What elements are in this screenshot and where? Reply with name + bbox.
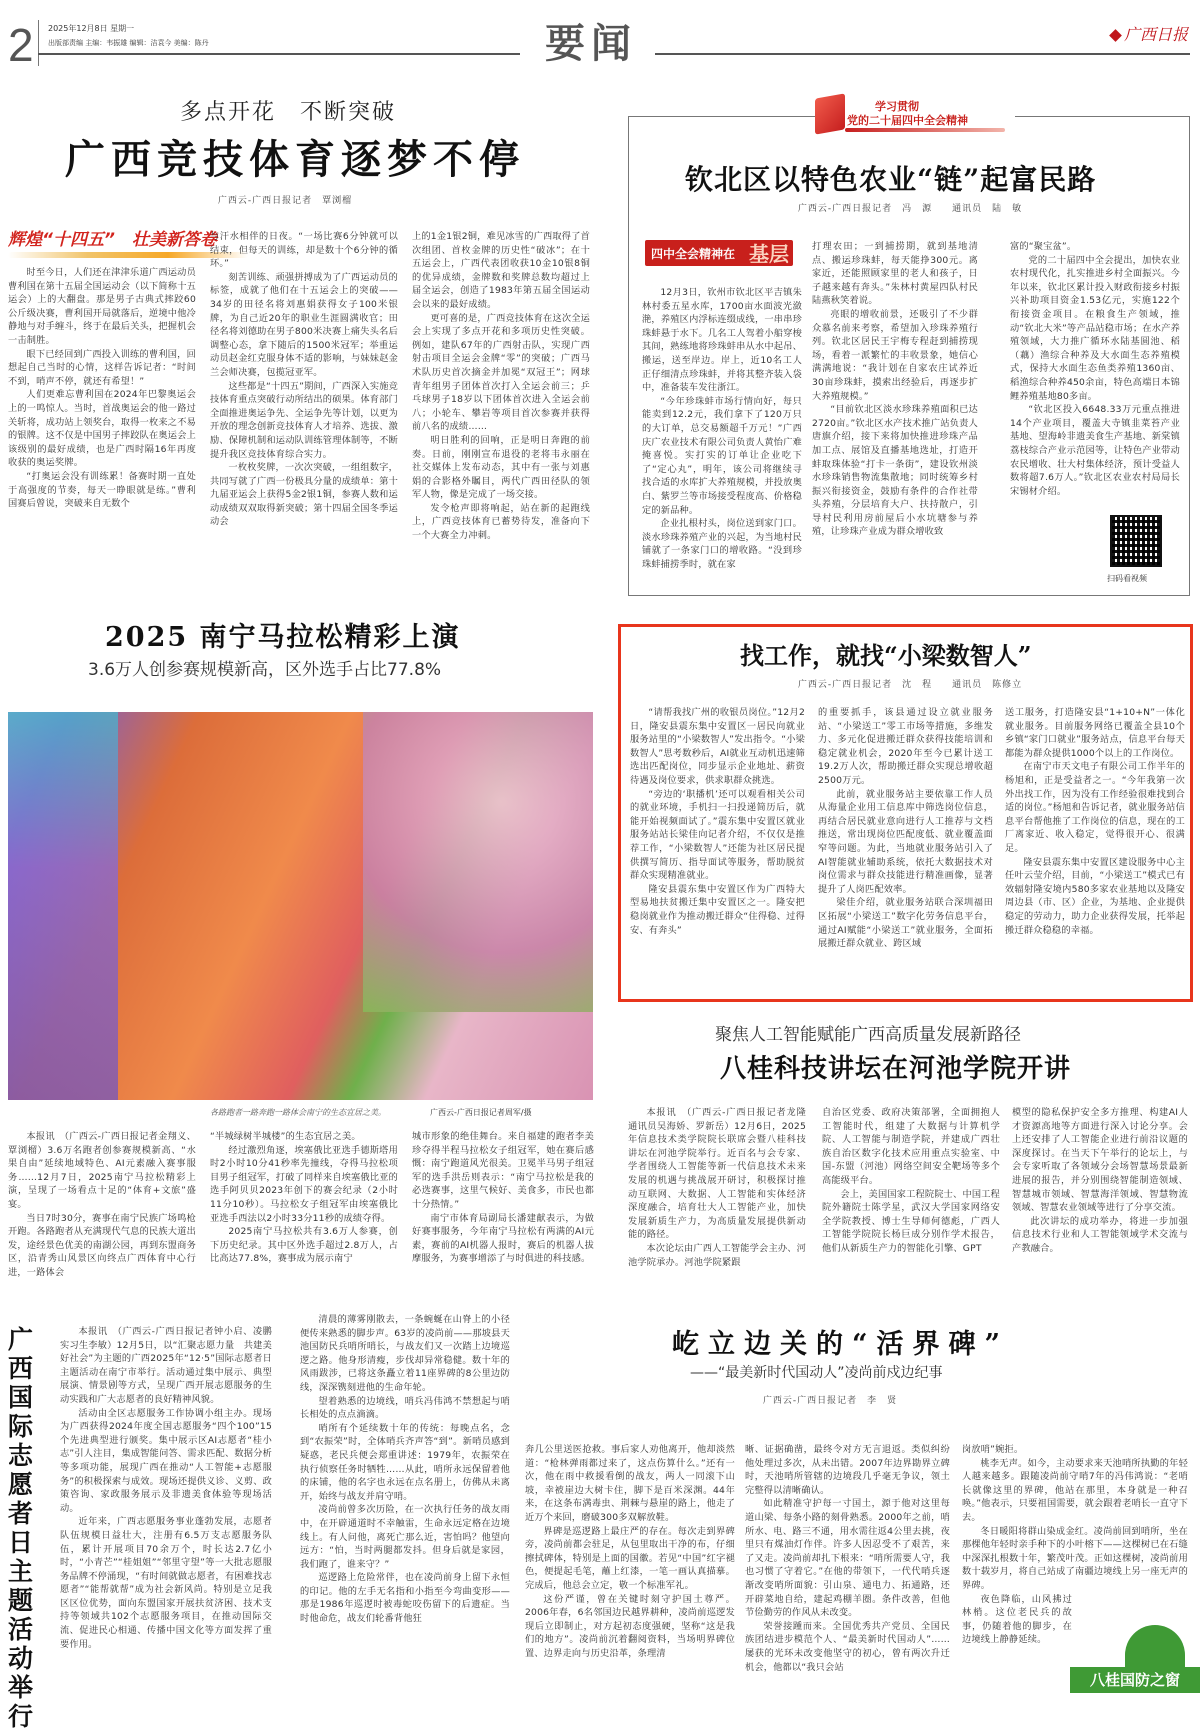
agri-col-1: 12月3日，钦州市钦北区平吉镇朱林村委五星水库，1700亩水面波光潋滟，养殖区内浮标连缀成线，一串串珍珠蚌悬于水下。几名工人驾着小船穿梭其间，熟练地将珍珠蚌串从水中起吊、搬运，送至岸边。岸上，近10名工人正仔细清点珍珠蚌，并将其整齐装入袋中，准备装车发往浙江。 “今年珍珠蚌市场行情向好，每只能卖到12.2元，我们拿下了120万只的大订单，总交易额超千万元！”广西庆广农业技术有限公司负责人黄怡广难掩喜悦。实打实的订单让企业吃下了“定心丸”，明年，该公司将继续寻找合适的水库扩大养殖规模，并投放奥白、紫罗兰等市场接受程度高、价格稳定的新品种。 企业扎根村头，岗位送到家门口。淡水珍珠养殖产业的兴起，为当地村民铺就了一条家门口的增收路。“没到珍珠蚌捕捞季时，就在家 xyxy=(642,287,802,570)
masthead-info xyxy=(48,22,209,50)
banner-text: 辉煌“十四五” 壮美新答卷 xyxy=(8,230,217,250)
study-banner xyxy=(815,92,1015,138)
ai-headline: 八桂科技讲坛在河池学院开讲 xyxy=(720,1054,1072,1084)
marathon-subheadline: 3.6万人创参赛规模新高，区外选手占比77.8% xyxy=(88,660,442,680)
qr-caption: 扫码看视频 xyxy=(1107,574,1147,583)
volunteer-body: 本报讯 （广西云-广西日报记者钟小启、凌鹏 实习生李敏）12月5日，以“汇聚志愿力量 共建美好社会”为主题的广西2025年“12·5”国际志愿者日主题活动在南宁市举行。活动通过集中展示、典型展演、情景剧等方式，呈现广西开展志愿服务的生动实践和广大志愿者的良好精神风貌。 活动由全区志愿服务工作协调小组主办。现场为广西获得2024年度全国志愿服务“四个100”15个先进典型进行颁奖。集中展示区AI志愿者“桂小志”引人注目，集成智能问答、需求匹配、数据分析等多项功能，展现广西在推动“人工智能+志愿服务”的积极探索与成效。现场还提供义诊、义剪、政策咨询、家政服务展示及非遗美食体验等现场活动。 近年来，广西志愿服务事业蓬勃发展，志愿者队伍规模日益壮大，注册有6.5万支志愿服务队伍，累计开展项目70余万个，时长达2.7亿小时，“小青芒”“桂姐姐”“邻里守望”等一大批志愿服务品牌不停涌现，“有时间就做志愿者，有困难找志愿者”“能帮就帮”成为社会新风尚。特别是立足我区区位优势，面向东盟国家开展扶贫济困、技术支持等领域共102个志愿服务项目，在推动国际交流、促进民心相通、传播中国文化等方面发挥了重要作用。 xyxy=(60,1326,282,1650)
qr-code[interactable] xyxy=(1110,515,1162,567)
sports-col-1: 时至今日，人们还在津津乐道广西运动员曹利国在第十五届全国运动会（以下简称十五运会）上的大翻盘。那是男子古典式摔跤60公斤级决赛，曹利国开局就落后，逆境中他冷静地与对手缠斗，终于在最后关头，把握机会一击制胜。 眼下已经回到广西投入训练的曹利国，回想起自己当时的心情，这样告诉记者：“时间不到，哨声不停，就还有希望！” 人们更难忘曹利国在2024年巴黎奥运会上的一鸣惊人。当时，首战奥运会的他一路过关斩将，成功站上领奖台，取得一枚来之不易的银牌。这不仅是中国男子摔跤队在奥运会上该级别的最好成绩，也是广西时隔16年再度收获的奥运奖牌。 “打奥运会没有训练累！备赛时期一直处于高强度的节奏，每天一睁眼就是练。”曹利国赛后曾说，突破来自无数个 xyxy=(8,267,196,510)
defense-window-badge xyxy=(1070,1625,1200,1697)
agri-col-3: 富的“聚宝盆”。 党的二十届四中全会提出，加快农业农村现代化，扎实推进乡村全面振兴。今年以来，钦北区累计投入财政衔接乡村振兴补助项目资金1.53亿元，实施122个衔接资金项目。在粮食生产领域，推动“钦北大米”等产品站稳市场；在水产养殖领域，大力推广循环水陆基圆池、稻（藕）渔综合种养及大水面生态养殖模式，保持大水面生态鱼类养殖1360亩、稻渔综合种养450余亩，特色高端日本锦鲤养殖基地80多亩。 “钦北区投入6648.33万元重点推进14个产业项目，覆盖大寺镇韭菜苔产业基地、望海岭非遗美食生产基地、新棠镇荔枝综合产业示范园等，让特色产业带动农民增收、壮大村集体经济，预计受益人数将超7.6万人。”钦北区农业农村局局长宋锡材介绍。 xyxy=(1010,241,1180,497)
ai-kicker: 聚焦人工智能赋能广西高质量发展新路径 xyxy=(715,1025,1021,1045)
banner-ribbon xyxy=(845,128,1005,132)
border-subheadline: ——“最美新时代国动人”凌尚前戍边纪事 xyxy=(690,1365,943,1381)
logo-diamond-icon xyxy=(1109,29,1122,42)
sports-byline: 广西云-广西日报记者 覃浏榴 xyxy=(217,196,353,206)
marathon-headline: 2025 南宁马拉松精彩上演 xyxy=(105,622,461,653)
sports-headline: 广西竞技体育逐梦不停 xyxy=(65,137,525,183)
border-headline: 屹立边关的“活界碑” xyxy=(672,1329,1010,1360)
ai-col-1: 本报讯 （广西云-广西日报记者龙隆 通讯员吴海娇、罗新岳）12月6日，2025年信息技术类学院院长联席会暨八桂科技讲坛在河池学院举行。近百名与会专家、学者围绕人工智能等新一代信息技术未来发展的机遇与挑战展开研讨，积极探讨推动互联网、大数据、人工智能和实体经济深度融合，培育壮大人工智能产业，加快发展新质生产力，为高质量发展提供新动能的路径。 本次论坛由广西人工智能学会主办、河池学院承办。河池学院紧跟 xyxy=(628,1107,816,1268)
banner-flag-icon xyxy=(815,93,845,134)
newspaper-logo: 广西日报 xyxy=(1111,22,1188,45)
editorial-staff: 出版部责编 主编：韦振雄 编辑：洁袁今 美编：陈丹 xyxy=(48,39,209,47)
border-byline: 广西云-广西日报记者 李 贤 xyxy=(762,1396,898,1406)
job-byline: 广西云-广西日报记者 沈 程 通讯员 陈修立 xyxy=(797,680,1023,690)
marathon-photo xyxy=(8,712,593,1100)
sports-col-2: 与汗水相伴的日夜。“一场比赛6分钟就可以结束，但每天的训练，却是数十个6分钟的循环。” 刻苦训练、顽强拼搏成为了广西运动员的标签，成就了他们在十五运会上的突破——34岁的田径名将刘惠娟获得女子100米银牌，为自己近20年的职业生涯圆满收官；田径名将刘德助在男子800米决赛上痛失头名后调整心态，拿下随后的1500米冠军；举重运动员赵金红克服身体不适的影响，与妹妹赵金兰会师决赛，包揽冠亚军。 这些都是“十四五”期间，广西深入实施竞技体育重点突破行动所结出的硕果。体育部门全面推进奥运争先、全运争先等计划，以更为开放的理念创新竞技体育人才培养、选拔、激励、保障机制和运动队训练管理体制等，不断提升我区竞技体育综合实力。 一枚枚奖牌，一次次突破，一组组数字，共同写就了广西一份极具分量的成绩单：第十九届亚运会上获得5金2银1铜，参赛人数和运动成绩双双取得新突破；第十四届全国冬季运动会 xyxy=(210,231,398,528)
marathon-col-2: “半城绿树半城楼”的生态宜居之美。 经过激烈角逐，埃塞俄比亚选手德斯塔用时2小时10分41秒率先撞线，夺得马拉松项目男子组冠军，打破了同样来自埃塞俄比亚的选手阿贝贝2023年创下的赛会纪录（2小时11分10秒）。马拉松女子组冠军由埃塞俄比亚选手西法以2小时33分11秒的成绩夺得。 2025南宁马拉松共有3.6万人参赛，创下历史纪录。其中区外选手超过2.8万人，占比高达77.8%，赛事成为展示南宁 xyxy=(210,1131,398,1265)
ai-col-2: 自治区党委、政府决策部署，全面拥抱人工智能时代，组建了大数据与计算机学院、人工智能与制造学院，并建成广西壮族自治区数字化技术应用重点实验室、中国-东盟（河池）网络空间安全靶场等多个高能级平台。 会上，美国国家工程院院士、中国工程院外籍院士陈学星，武汉大学国家网络安全学院教授、博士生导师何德彪，广西人工智能学院院长杨巨成分别作学术报告，他们从新质生产力的智能化引擎、GPT xyxy=(822,1107,1000,1254)
border-col-1: 清晨的薄雾刚散去，一条蜿蜒在山脊上的小径便传来熟悉的脚步声。63岁的凌尚前——那坡县天池国防民兵哨所哨长，与战友们又一次踏上边境巡逻之路。他身形清瘦，步伐却异常稳健。数十年的风雨跋涉，已将这条矗立着11座界碑的8公里边防线，深深镌刻进他的生命年轮。 望着熟悉的边境线，哨兵冯伟鸿不禁想起与哨长相处的点点滴滴。 哨所有个延续数十年的传统：每晚点名，念到“农振荣”时，全体哨兵齐声答“到”。新哨员感到疑惑，老民兵便会郑重讲述：1979年，农振荣在执行侦察任务时牺牲……从此，哨所永远保留着他的床铺，他的名字也永远在点名册上，仿佛从未离开，始终与战友并肩守哨。 凌尚前曾多次历险，在一次执行任务的战友雨中，在开辟通道时不幸触雷，生命永远定格在边境线上。有人问他，离死亡那么近，害怕吗？他望向远方：“怕，当时两腿都发抖。但身后就是家园，我们跑了，谁来守？” 巡逻路上危险常伴，也在凌尚前身上留下永恒的印记。他的左手无名指和小指至今弯曲变形——那是1986年巡逻时被毒蛇咬伤留下的后遗症。当时他命危，战友们轮番背他狂 xyxy=(300,1314,510,1625)
ai-col-3: 模型的隐私保护安全多方推理、构建AI人才资源高地等方面进行深入讨论分享。会上还安排了人工智能企业进行前沿议题的深度探讨。在当天下午举行的论坛上，与会专家听取了各领域分会场智慧场景最新进展的报告，并分别围绕智能制造领域、智慧城市领域、智慧海洋领域、智慧物流领域、智慧农业领域等进行了分享交流。 此次讲坛的成功举办，将进一步加强信息技术行业和人工智能领域学术交流与产教融合。 xyxy=(1012,1107,1188,1254)
marathon-col-3: 城市形象的绝佳舞台。来自福建的跑者李美珍夺得半程马拉松女子组冠军，她在赛后感慨：南宁跑道风光很美。卫冕半马男子组冠军的选手洪岳则表示：“南宁马拉松是我的必选赛事，这里气候好、美食多，市民也都十分热情。” 南宁市体育局副局长潘建献表示，为做好赛事服务，今年南宁马拉松有两满的AI元素，赛前的AI机器人报时，赛后的机器人拔摩服务，为赛事增添了与时俱进的科技感。 xyxy=(412,1131,594,1265)
job-col-1: “请帮我找广州的收银员岗位。”12月2日，隆安县震东集中安置区一居民向就业服务站里的“小梁数智人”发出指令。“小梁数智人”思考数秒后，AI就业互动机迅速筛选出匹配岗位，同步显示企业地址、薪资待遇及岗位要求，供求职群众挑选。 “旁边的‘职播机’还可以观看相关公司的就业环境，手机扫一扫投递简历后，就能开始视频面试了。”震东集中安置区就业服务站站长梁佳向记者介绍，不仅仅是推荐工作，“小梁数智人”还能为社区居民提供撰写简历、指导面试等服务，帮助脱贫群众实现精准就业。 隆安县震东集中安置区作为广西特大型易地扶贫搬迁集中安置区之一。隆安把稳岗就业作为推动搬迁群众“住得稳、过得安、有奔头” xyxy=(630,707,805,936)
job-col-2: 的重要抓手，该县通过设立就业服务站、“小梁送工”零工市场等措施，多维发力、多元化促进搬迁群众获得技能培训和稳定就业机会，2020年至今已累计送工19.2万人次，帮助搬迁群众实现总增收超2500万元。 此前，就业服务站主要依靠工作人员从海量企业用工信息库中筛选岗位信息，再结合居民就业意向进行人工推荐与文档推送，常出现岗位匹配度低、就业覆盖面窄等问题。为此，当地就业服务站引入了AI智能就业辅助系统，依托大数据技术对岗位需求与群众技能进行精准画像，显著提升了人岗匹配效率。 梁佳介绍，就业服务站联合深圳福田区拓展“小梁送工”数字化劳务信息平台，通过AI赋能“小梁送工”就业服务，全面拓展搬迁群众就业、跨区域 xyxy=(818,707,993,950)
photo-credit: 广西云-广西日报记者周军/摄 xyxy=(430,1108,532,1117)
masthead-divider xyxy=(38,20,39,66)
marathon-col-1: 本报讯 （广西云-广西日报记者金翔义、覃浏榴）3.6万名跑者创参赛规模新高、“水果自由”延续地域特色、AI元素融入赛事服务……12月7日，2025南宁马拉松精彩上演，呈现了一场看点十足的“体育+文旅”盛宴。 当日7时30分，赛事在南宁民族广场鸣枪开跑。各路跑者从充满现代气息的民族大道出发，途经景色优美的南湖公园，再到东盟商务区，沿青秀山风景区向终点广西体育中心行进，一路体会 xyxy=(8,1131,196,1278)
masthead-rule-left xyxy=(38,53,520,55)
job-col-3: 送工服务，打造隆安县“1+10+N”一体化就业服务。目前服务网络已覆盖全县10个乡镇“家门口就业”服务站点，信息平台每天都能为群众提供1000个以上的工作岗位。 在南宁市天文电子有限公司工作半年的杨旭和，正是受益者之一。“今年我第一次外出找工作，因为没有工作经验很难找到合适的岗位。”杨旭和告诉记者，就业服务站信息平台帮他推了工作岗位的信息，现在的工厂离家近、收入稳定，觉得很开心、很满足。 隆安县震东集中安置区建设服务中心主任叶云莹介绍，目前，“小梁送工”模式已有效辐射隆安境内580多家农业基地以及隆安周边县（市、区）企业，为基地、企业提供稳定的劳动力，助力企业获得发展，托举起搬迁群众稳稳的幸福。 xyxy=(1005,707,1185,936)
border-col-3: 晰、证据确凿，最终令对方无言退返。类似纠纷他处理过多次，从未出错。2007年边界勘界立碑时，天池哨所管辖的边境段几乎毫无争议，领土完整得以清晰确认。 如此精准守护每一寸国土，源于他对这里每道山梁、每条小路的刻骨熟悉。2000年之前，哨所水、电、路三不通，用水需往返4公里去挑，夜里只有煤油灯作伴。许多人因忍受不了艰苦，来了又走。凌尚前却扎下根来：“哨所需要人守，我也习惯了守着它。”在他的带领下，一代代哨兵逐渐改变哨所面貌：引山泉、通电力、拓通路，还开辟菜地自给，建起鸡棚羊圈。条件改善，但他节俭勤劳的作风从未改变。 荣誉接踵而来。全国优秀共产党员、全国民族团结进步模范个人、“最美新时代国动人”……屡获的光环未改变他坚守的初心，曾有两次升迁机会，他都以“我只会站 xyxy=(745,1444,950,1673)
border-col-2: 奔几公里送医抢救。事后家人劝他离开，他却淡然道：“枪林弹雨都过来了，这点伤算什么。”还有一次，他在雨中救援看倒的战友，两人一同滚下山坡，幸被崖边大树卡住，脚下是百米深渊。44年来，在这条布满毒虫、荆棘与悬崖的路上，他走了近万个来回，磨破300多双解放鞋。 界碑是巡逻路上最庄严的存在。每次走到界碑旁，凌尚前都会驻足，从包里取出干净的布，仔细擦拭碑体，特别是上面的国徽。若见“中国”红字褪色，便提起毛笔，蘸上红漆，一笔一画认真描摹。完成后，他总会立定，敬一个标准军礼。 这份严谨，曾在关键时刻守护国土尊严。2006年春，6名邻国边民越界耕种，凌尚前巡逻发现后立即制止，对方起初态度强硬，坚称“这是我们的地方”。凌尚前沉着翻阅资料，当场明界碑位置、边界走向与历史沿革，条理清 xyxy=(525,1444,735,1659)
banner-line-1: 学习贯彻 xyxy=(875,100,919,113)
border-col-4: 岗放哨”婉拒。 桃李无声。如今，主动要求来天池哨所执勤的年轻人越来越多。跟随凌尚前守哨7年的冯伟鸿说：“老哨长就像这里的界碑，他站在那里，本身就是一种召唤。”他表示，只要祖国需要，就会跟着老哨长一直守下去。 冬日暖阳将群山染成金红。凌尚前回到哨所，坐在那棵他年轻时亲手种下的小叶榕下——这棵树已在石缝中深深扎根数十年，繁茂叶茂。正如这棵树，凌尚前用数十载岁月，将自己站成了南疆边境线上另一座无声的界碑。 夜色降临，山风拂过林梢。这位老民兵的故事，仍随着他的脚步，在边境线上静静延续。 xyxy=(962,1444,1188,1646)
photo-umbrellas xyxy=(8,712,118,1100)
issue-date: 2025年12月8日 星期一 xyxy=(48,24,135,33)
photo-trees xyxy=(363,712,593,1012)
photo-caption: 各路跑者一路奔跑一路体会南宁的生态宜居之美。 xyxy=(210,1108,386,1117)
agri-col-2: 打理农田；一到捕捞期，就到基地清点、搬运珍珠蚌，每天能挣300元。离家近，还能照顾家里的老人和孩子，日子越来越有奔头。”朱林村黄屋四队村民陆燕秋笑着说。 亮眼的增收前景，还吸引了不少群众慕名前来考察，希望加入珍珠养殖行列。钦北区居民王宇梅专程赶到捕捞现场，看着一派繁忙的丰收景象，她信心满满地说：“我计划在自家农庄试养近30亩珍珠蚌，摸索出经验后，再逐步扩大养殖规模。” “目前钦北区淡水珍珠养殖面积已达2720亩。”钦北区水产技术推广站负责人唐旗介绍，接下来将加快推进珍珠产品加工点、展馆及直播基地选址，打造开蚌取珠体验“打卡一条街”，建设钦州淡水珍珠销售物流集散地；同时统筹乡村振兴衔接资金，鼓励有条件的合作社带头养殖，分层培育大户、扶持散户，引导村民利用房前屋后小水坑塘参与养殖，让珍珠产业成为群众增收致 xyxy=(812,241,978,538)
sports-col-3: 上的1金1银2铜，难见冰雪的广西取得了首次组团、首枚金牌的历史性“破冰”；在十五运会上，广西代表团收获10金10银8铜的优异成绩，金牌数和奖牌总数均超过上届全运会，创造了1983年第五届全国运动会以来的最好成绩。 更可喜的是，广西竞技体育在这次全运会上实现了多点开花和多项历史性突破。例如，建队67年的广西射击队，实现广西射击项目全运会金牌“零”的突破；广西马术队历史首次摘金并加冕“双冠王”；网球青年组男子团体首次打入全运会前三；乒乓球男子18岁以下团体首次进入全运会前八；小轮车、攀岩等项目首次参赛并获得前八名的成绩…… 明日胜利的回响，正是明日奔跑的前奏。日前，刚刚宣布退役的老将韦永丽在社交媒体上发布动态，其中有一张与刘惠娟的合影格外瞩目，两代广西田径队的领军人物，像是完成了一场交接。 发令枪声即将响起，站在新的起跑线上，广西竞技体育已蓄势待发，准备向下一个大赛全力冲刺。 xyxy=(412,231,590,542)
job-headline: 找工作，就找“小梁数智人” xyxy=(740,641,1032,670)
agri-headline: 钦北区以特色农业“链”起富民路 xyxy=(685,163,1097,196)
volunteer-vertical-headline: 广西国际志愿者日主题活动举行 xyxy=(8,1325,34,1731)
section-title: 要闻 xyxy=(545,20,637,67)
page-number: 2 xyxy=(8,19,34,71)
grassroots-tag: 四中全会精神在 基层 xyxy=(645,240,793,266)
badge-label: 八桂国防之窗 xyxy=(1070,1667,1200,1693)
agri-byline: 广西云-广西日报记者 冯 源 通讯员 陆 敏 xyxy=(797,204,1023,214)
sports-kicker: 多点开花 不断突破 xyxy=(180,100,397,125)
banner-line-2: 党的二十届四中全会精神 xyxy=(847,114,968,127)
masthead-rule-right xyxy=(655,53,1190,55)
